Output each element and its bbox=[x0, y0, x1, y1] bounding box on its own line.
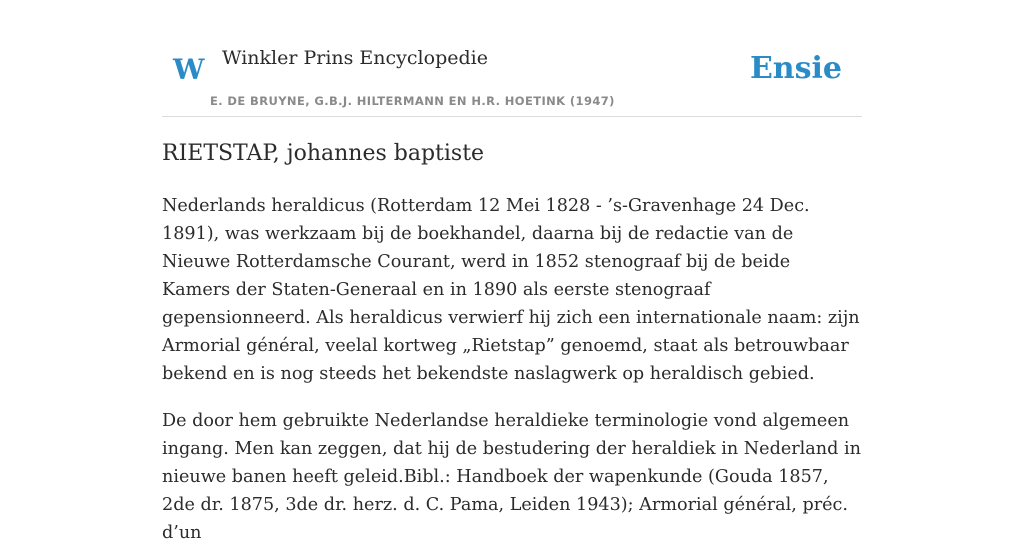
site-header bbox=[162, 0, 862, 117]
encyclopedia-title-link[interactable]: Winkler Prins Encyclopedie bbox=[222, 47, 488, 69]
article-paragraph: Nederlands heraldicus (Rotterdam 12 Mei 1828 - ’s-Gravenhage 24 Dec. 1891), was werkzaam bij de boekhandel, daarna bij de redactie van de Nieuwe Rotterdamsche Courant, werd in 1852 stenograaf bij de beide Kamers der Staten-Generaal en in 1890 als eerste stenograaf gepensionneerd. Als heraldicus verwierf hij zich een internationale naam: zijn Armorial général, veelal kortweg „Rietstap” genoemd, staat als betrouwbaar bekend en is nog steeds het bekendste naslagwerk op heraldisch gebied. bbox=[162, 196, 860, 384]
article-title: RIETSTAP, johannes baptiste bbox=[162, 141, 485, 166]
encyclopedia-authors: E. DE BRUYNE, G.B.J. HILTERMANN EN H.R. HOETINK (1947) bbox=[210, 94, 615, 108]
article-paragraph: De door hem gebruikte Nederlandse heraldieke terminologie vond algemeen ingang. Men kan zeggen, dat hij de bestudering der heraldiek in Nederland in nieuwe banen heeft geleid.Bibl.: Handboek der wapenkunde (Gouda 1857, 2de dr. 1875, 3de dr. herz. d. C. Pama, Leiden 1943); Armorial général, préc. d’un bbox=[162, 411, 861, 543]
ensie-logo-link[interactable]: Ensie bbox=[749, 51, 842, 86]
article-content bbox=[162, 138, 862, 547]
winkler-prins-logo-link[interactable]: W bbox=[173, 53, 205, 86]
